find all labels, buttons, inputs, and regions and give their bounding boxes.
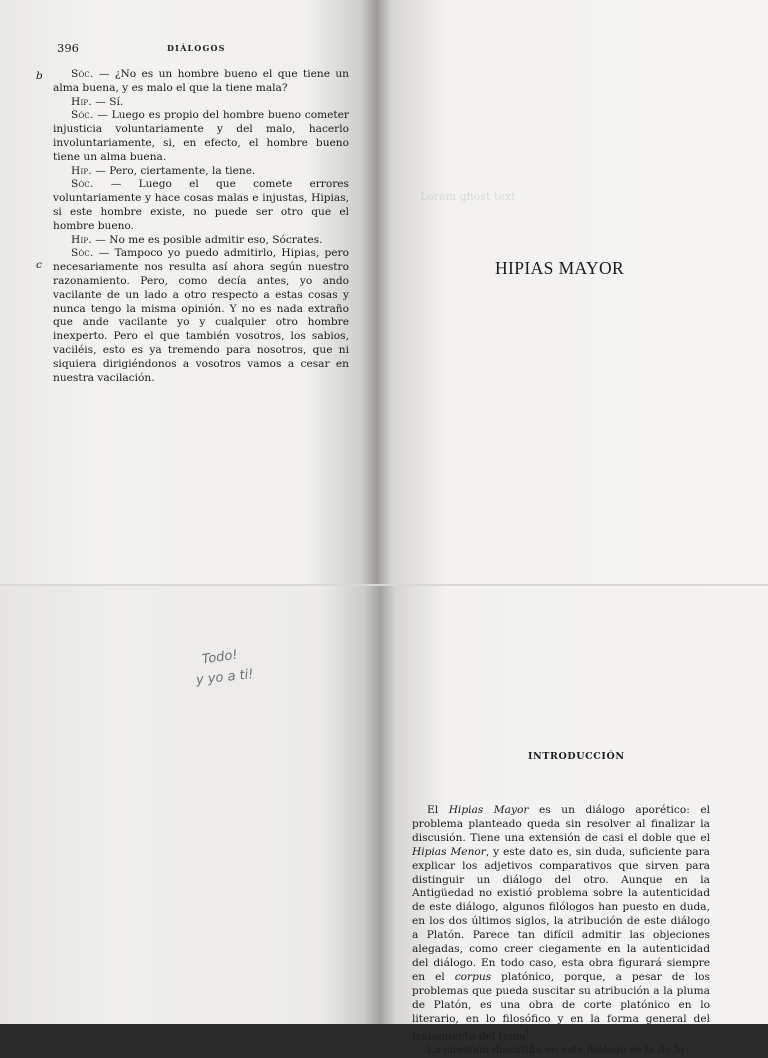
paragraph-segment: El bbox=[427, 804, 449, 816]
dialogue-line: Sóc. — Tampoco yo puedo admitirlo, Hipias, pero necesariamente nos resulta así ahora según nuestro razonamiento. Pero, como decía antes, yo ando vacilante de un lado a otro respecto a estas cosas y nunca tengo la misma opinión. Y no es nada extraño que ande vacilante yo y cualquier otro hombre inexperto. Pero el que también vosotros, los sabios, vaciléis, esto es ya tremendo para nosotros, que ni siquiera dirigiéndonos a vosotros vamos a cesar en nuestra vacilación. bbox=[53, 247, 349, 384]
section-heading: INTRODUCCIÓN bbox=[528, 751, 625, 762]
running-head: DIÁLOGOS bbox=[167, 43, 226, 53]
handwritten-line-2: y yo a ti! bbox=[195, 667, 255, 688]
dialogue-line: Sóc. — Luego el que comete errores voluntariamente y hace cosas malas e injustas, Hipias, si este hombre existe, no puede ser otro que el hombre bueno. bbox=[53, 178, 349, 232]
dialogue-line: Sóc. — ¿No es un hombre bueno el que tiene un alma buena, y es malo el que la tiene mala? bbox=[53, 68, 349, 94]
dialogue-line: Hip. — Sí. bbox=[71, 95, 124, 108]
dialogue-line: Hip. — Pero, ciertamente, la tiene. bbox=[71, 164, 256, 177]
paragraph-segment: es un diálogo aporético: el problema planteado queda sin resolver al finalizar la discusión. Tiene una extensión de casi el doble que el bbox=[412, 804, 710, 844]
dialogue-line: Sóc. — Luego es propio del hombre bueno cometer injusticia voluntariamente y del malo, hacerlo involuntariamente, si, en efecto, el hombre bueno tiene un alma buena. bbox=[53, 109, 349, 163]
margin-marker-b: b bbox=[36, 70, 43, 82]
paragraph-segment: , y este dato es, sin duda, suficiente para explicar los adjetivos comparativos que sirven para distinguir un diálogo del otro. Aunque en la Antigüedad no existió problema sobre la autenticidad de este diálogo, algunos filólogos han puesto en duda, en los dos últimos siglos, la atribución de este diálogo a Platón. Parece tan difícil admitir las objeciones alegadas, como creer ciegamente en la autenticidad del diálogo. En todo caso, esta obra figurará siempre en el bbox=[412, 845, 710, 983]
paragraph-segment: platónico, porque, a pesar de los problemas que pueda suscitar su atribución a la pluma de Platón, es una obra de corte platónico en lo literario, en lo filosófico y en la forma general del tratamiento del tema bbox=[412, 970, 710, 1043]
paragraph-segment: 1 bbox=[525, 1028, 530, 1037]
book-title: HIPIAS MAYOR bbox=[495, 258, 625, 278]
paragraph-segment: Hipias Mayor bbox=[448, 804, 529, 816]
paragraph-segment: Hipias Menor bbox=[412, 845, 486, 858]
margin-marker-c: c bbox=[36, 259, 42, 271]
handwritten-note bbox=[190, 648, 300, 708]
dialogue-line: Hip. — No me es posible admitir eso, Sócrates. bbox=[71, 233, 323, 246]
handwritten-line-1: Todo! bbox=[201, 647, 239, 668]
bleed-through-text: Lorem ghost text bbox=[420, 190, 516, 203]
introduction-text bbox=[412, 804, 710, 1058]
page-number: 396 bbox=[57, 41, 79, 55]
paragraph-segment: corpus bbox=[454, 970, 492, 983]
introduction-paragraph-2: La cuestión discutida en este diálogo es la de lo bbox=[427, 1043, 685, 1056]
paragraph-segment: . bbox=[529, 1030, 534, 1043]
introduction-paragraph bbox=[412, 804, 710, 1044]
dialogue-text bbox=[53, 68, 349, 385]
